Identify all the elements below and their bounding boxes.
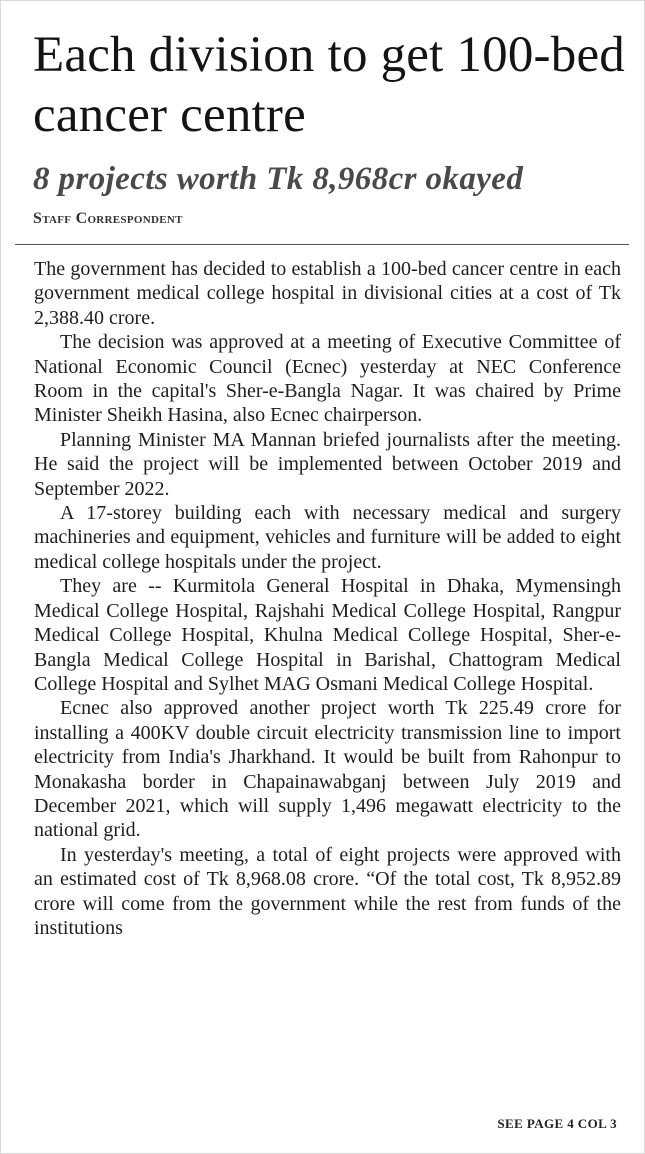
paragraph-6: Ecnec also approved another project worth Tk 225.49 crore for installing a 400KV double circuit electricity transmission line to import electricity from India's Jharkhand. It would be built from Rahonpur to Monakasha border in Chapainawabganj between July 2019 and December 2021, which will supply 1,496 megawatt electricity to the national grid.	[34, 697, 621, 842]
continuation-reference: SEE PAGE 4 COL 3	[497, 1116, 617, 1131]
paragraph-1: The government has decided to establish a 100-bed cancer centre in each government medical college hospital in divisional cities at a cost of Tk 2,388.40 crore.	[34, 258, 621, 329]
paragraph-7: In yesterday's meeting, a total of eight projects were approved with an estimated cost of Tk 8,968.08 crore. “Of the total cost, Tk 8,952.89 crore will come from the government while the rest from funds of the institutions	[34, 843, 621, 939]
headline: Each division to get 100-bed cancer centre	[33, 27, 625, 143]
paragraph-2: The decision was approved at a meeting of Executive Committee of National Economic Council (Ecnec) yesterday at NEC Conference Room in the capital's Sher-e-Bangla Nagar. It was chaired by Prime Minister Sheikh Hasina, also Ecnec chairperson.	[34, 331, 621, 427]
paragraph-4: A 17-storey building each with necessary medical and surgery machineries and equipment, vehicles and furniture will be added to eight medical college hospitals under the project.	[34, 502, 621, 573]
paragraph-5: They are -- Kurmitola General Hospital in Dhaka, Mymensingh Medical College Hospital, Rajshahi Medical College Hospital, Rangpur Medical College Hospital, Khulna Medical College Hospital, Sher-e-Bangla Medical College Hospital in Barishal, Chattogram Medical College Hospital and Sylhet MAG Osmani Medical College Hospital.	[34, 575, 621, 695]
subheadline: 8 projects worth Tk 8,968cr okayed	[33, 161, 524, 197]
byline: Staff Correspondent	[33, 210, 183, 227]
paragraph-3: Planning Minister MA Mannan briefed journalists after the meeting. He said the project will be implemented between October 2019 and September 2022.	[34, 428, 621, 500]
article-body	[34, 257, 621, 940]
byline-divider	[15, 244, 629, 245]
